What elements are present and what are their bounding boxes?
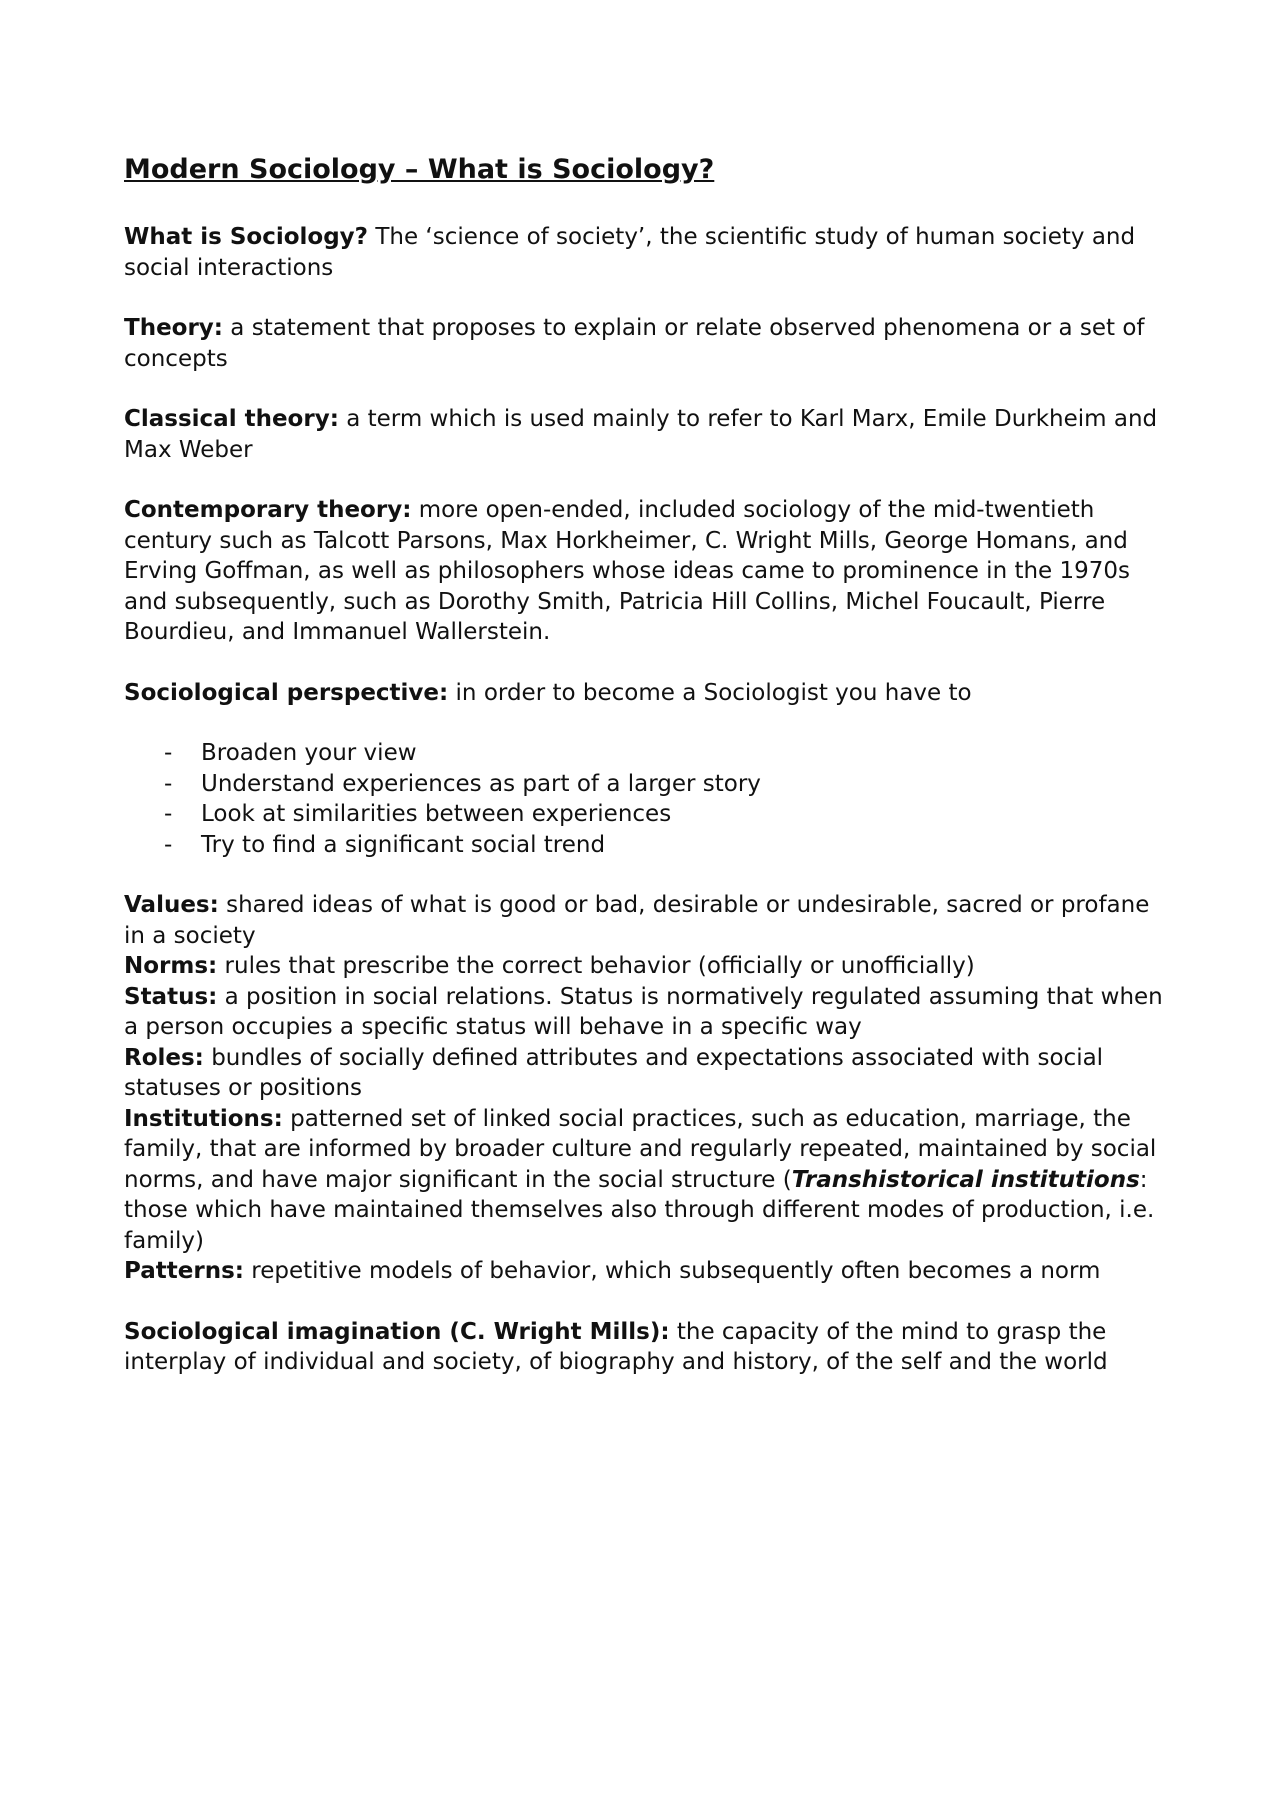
- definition-sociology: [124, 222, 1174, 283]
- definition-sociological-imagination: [124, 1317, 1174, 1378]
- concept-institutions: [124, 1104, 1174, 1257]
- definition-contemporary-theory: [124, 495, 1174, 648]
- concept-text: repetitive models of behavior, which subsequently often becomes a norm: [243, 1258, 1101, 1284]
- list-item-text: Understand experiences as part of a larger story: [201, 770, 761, 797]
- dash-bullet: -: [164, 801, 173, 827]
- definition-text: The ‘science of society’, the scientific study of human society and social interactions: [124, 224, 1136, 281]
- list-item-text: Broaden your view: [201, 740, 417, 766]
- concept-text: rules that prescribe the correct behavior (officially or unofficially): [217, 953, 975, 979]
- definition-text: a term which is used mainly to refer to Karl Marx, Emile Durkheim and Max Weber: [124, 406, 1158, 463]
- list-item-text: Try to find a significant social trend: [201, 831, 606, 858]
- list-item: [124, 799, 1174, 830]
- list-item: [124, 738, 1174, 769]
- concept-term: Institutions:: [124, 1105, 283, 1132]
- concept-text: shared ideas of what is good or bad, desirable or undesirable, sacred or profane in a society: [124, 892, 1150, 949]
- concept-values: [124, 890, 1174, 951]
- concept-norms: [124, 951, 1174, 982]
- concept-term: Norms:: [124, 953, 218, 979]
- definition-term: Sociological imagination (C. Wright Mills):: [124, 1318, 670, 1345]
- concept-term: Values:: [124, 892, 219, 918]
- dash-bullet: -: [164, 770, 173, 797]
- perspective-list: [124, 738, 1174, 860]
- concept-text: a position in social relations. Status is normatively regulated assuming that when a person occupies a specific status will behave in a specific way: [124, 983, 1163, 1040]
- list-item: [124, 769, 1174, 800]
- definition-classical-theory: [124, 404, 1174, 465]
- concept-roles: [124, 1043, 1174, 1104]
- concept-patterns: [124, 1256, 1174, 1287]
- page-title: Modern Sociology – What is Sociology?: [124, 154, 715, 185]
- definition-text: more open-ended, included sociology of the mid-twentieth century such as Talcott Parsons, Max Horkheimer, C. Wright Mills, George Homans, and Erving Goffman, as well as philosophers whose ideas came to prominence in the 1970s and subsequently, such as Dorothy Smith, Patricia Hill Collins, Michel Foucault, Pierre Bourdieu, and Immanuel Wallerstein.: [124, 497, 1131, 645]
- definition-text: the capacity of the mind to grasp the interplay of individual and society, of biography and history, of the self and the world: [124, 1318, 1108, 1375]
- dash-bullet: -: [164, 740, 173, 766]
- concept-subtext: : those which have maintained themselves also through different modes of production, i.e. family): [124, 1166, 1155, 1254]
- concept-status: [124, 982, 1174, 1043]
- concept-term: Roles:: [124, 1044, 204, 1071]
- definition-term: Classical theory:: [124, 406, 339, 432]
- concepts-block: [124, 890, 1174, 1287]
- dash-bullet: -: [164, 831, 173, 858]
- definition-sociological-perspective: [124, 678, 1174, 709]
- concept-term: Status:: [124, 983, 218, 1010]
- concept-term: Patterns:: [124, 1258, 244, 1284]
- definition-text: in order to become a Sociologist you have to: [448, 679, 972, 706]
- definition-theory: [124, 313, 1174, 374]
- definition-term: Contemporary theory:: [124, 497, 412, 523]
- list-item-text: Look at similarities between experiences: [201, 801, 672, 827]
- definition-text: a statement that proposes to explain or relate observed phenomena or a set of concepts: [124, 315, 1145, 372]
- list-item: [124, 830, 1174, 861]
- document-body: [124, 152, 1174, 1408]
- concept-subterm: Transhistorical institutions: [791, 1166, 1140, 1193]
- concept-text: patterned set of linked social practices, such as education, marriage, the family, that are informed by broader culture and regularly repeated, maintained by social norms, and have major significant in the social structure (: [124, 1105, 1157, 1193]
- definition-term: Sociological perspective:: [124, 679, 449, 706]
- definition-term: Theory:: [124, 315, 223, 341]
- definition-term: What is Sociology?: [124, 224, 369, 250]
- concept-text: bundles of socially defined attributes and expectations associated with social statuses or positions: [124, 1044, 1104, 1101]
